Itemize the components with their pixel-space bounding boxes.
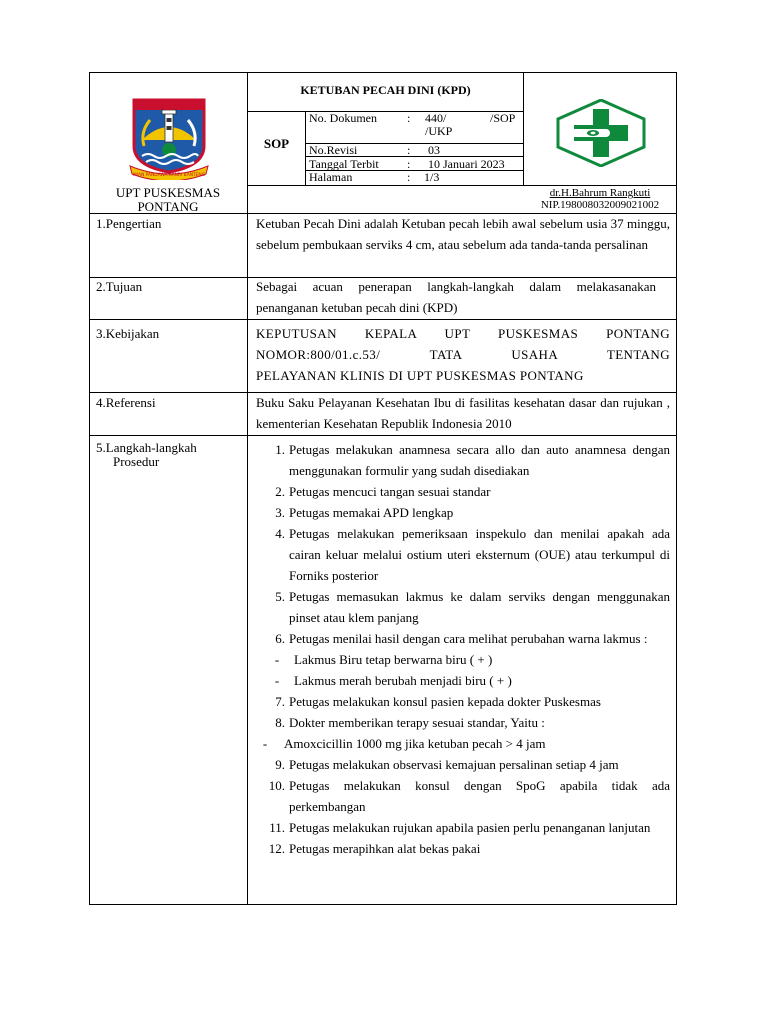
tujuan-label: 2.Tujuan <box>96 279 143 294</box>
procedure-step: 8. Dokter memberikan terapy sesuai standar, Yaitu : <box>275 715 545 730</box>
procedure-step: 7. Petugas melakukan konsul pasien kepada dokter Puskesmas <box>275 694 601 709</box>
prosedur-label <box>96 441 197 469</box>
kebijakan-line-2: NOMOR:800/01.c.53/ TATA USAHA TENTANG <box>256 347 670 362</box>
prosedur-label-line-1: 5.Langkah-langkah <box>96 440 197 455</box>
signer-nip: NIP.198008032009021002 <box>540 199 660 211</box>
pengertian-label: 1.Pengertian <box>96 216 162 231</box>
doc-no-value-suffix: /SOP <box>490 111 516 125</box>
tujuan-text: Sebagai acuan penerapan langkah-langkah dalam melakasanakan penanganan ketuban pecah dini (KPD) <box>256 279 656 315</box>
issue-date-value: 10 Januari 2023 <box>428 157 505 171</box>
regional-emblem-logo <box>128 96 210 180</box>
document-title: KETUBAN PECAH DINI (KPD) <box>300 83 471 97</box>
page-colon: : <box>407 170 411 184</box>
revision-colon: : <box>407 143 411 157</box>
procedure-substep: - Amoxcicillin 1000 mg jika ketuban pecah > 4 jam <box>262 736 546 751</box>
procedure-steps <box>256 439 670 859</box>
issue-date-label: Tanggal Terbit <box>309 157 379 171</box>
kebijakan-line-1: KEPUTUSAN KEPALA UPT PUSKESMAS PONTANG <box>256 326 670 341</box>
prosedur-label-line-2: Prosedur <box>113 454 160 469</box>
doc-no-value-unit: /UKP <box>425 124 453 138</box>
issue-date-colon: : <box>407 157 411 171</box>
procedure-step: 2. Petugas mencuci tangan sesuai standar <box>275 484 491 499</box>
pengertian-text: Ketuban Pecah Dini adalah Ketuban pecah lebih awal sebelum usia 37 minggu, sebelum pembukaan serviks 4 cm, atau sebelum ada tanda-tanda persalinan <box>256 216 670 252</box>
doc-no-value: 440/ <box>425 111 447 125</box>
revision-value: 03 <box>428 143 440 157</box>
procedure-step: 4. Petugas melakukan pemeriksaan inspekulo dan menilai apakah ada cairan keluar melalui ostium uteri eksternum (OUE) atau terkumpul di Forniks posterior <box>275 526 670 583</box>
kebijakan-label: 3.Kebijakan <box>96 326 160 341</box>
sop-label: SOP <box>263 136 290 151</box>
procedure-step: 3. Petugas memakai APD lengkap <box>275 505 454 520</box>
procedure-step: 6. Petugas menilai hasil dengan cara melihat perubahan warna lakmus : <box>275 631 648 646</box>
procedure-step: 12. Petugas merapihkan alat bekas pakai <box>268 841 481 856</box>
org-name: UPT PUSKESMAS PONTANG <box>115 185 221 214</box>
page-label: Halaman <box>309 170 353 184</box>
referensi-label: 4.Referensi <box>96 395 156 410</box>
page-value: 1/3 <box>424 170 440 184</box>
procedure-substep: - Lakmus Biru tetap berwarna biru ( + ) <box>274 652 493 667</box>
procedure-step: 1. Petugas melakukan anamnesa secara allo dan auto anamnesa dengan menggunakan formulir yang sudah disediakan <box>275 442 670 478</box>
procedure-step: 9. Petugas melakukan observasi kemajuan persalinan setiap 4 jam <box>275 757 619 772</box>
referensi-text: Buku Saku Pelayanan Kesehatan Ibu di fasilitas kesehatan dasar dan rujukan , kementerian Kesehatan Republik Indonesia 2010 <box>256 395 670 431</box>
procedure-step: 10. Petugas melakukan konsul dengan SpoG apabila tidak ada perkembangan <box>268 778 670 814</box>
procedure-substep: - Lakmus merah berubah menjadi biru ( + ) <box>274 673 512 688</box>
kebijakan-line-3: PELAYANAN KLINIS DI UPT PUSKESMAS PONTANG <box>256 368 584 383</box>
procedure-step: 5. Petugas memasukan lakmus ke dalam serviks dengan menggunakan pinset atau klem panjang <box>275 589 670 625</box>
doc-no-label: No. Dokumen <box>309 111 377 125</box>
signer-name: dr.H.Bahrum Rangkuti <box>549 187 651 199</box>
puskesmas-logo <box>556 99 646 167</box>
procedure-step: 11. Petugas melakukan rujukan apabila pasien perlu penanganan lanjutan <box>269 820 651 835</box>
doc-no-colon: : <box>407 111 411 125</box>
svg-text:IMAN PANDAWA KANRI BANTENG: IMAN PANDAWA KANRI BANTENG <box>132 173 206 178</box>
revision-label: No.Revisi <box>309 143 358 157</box>
